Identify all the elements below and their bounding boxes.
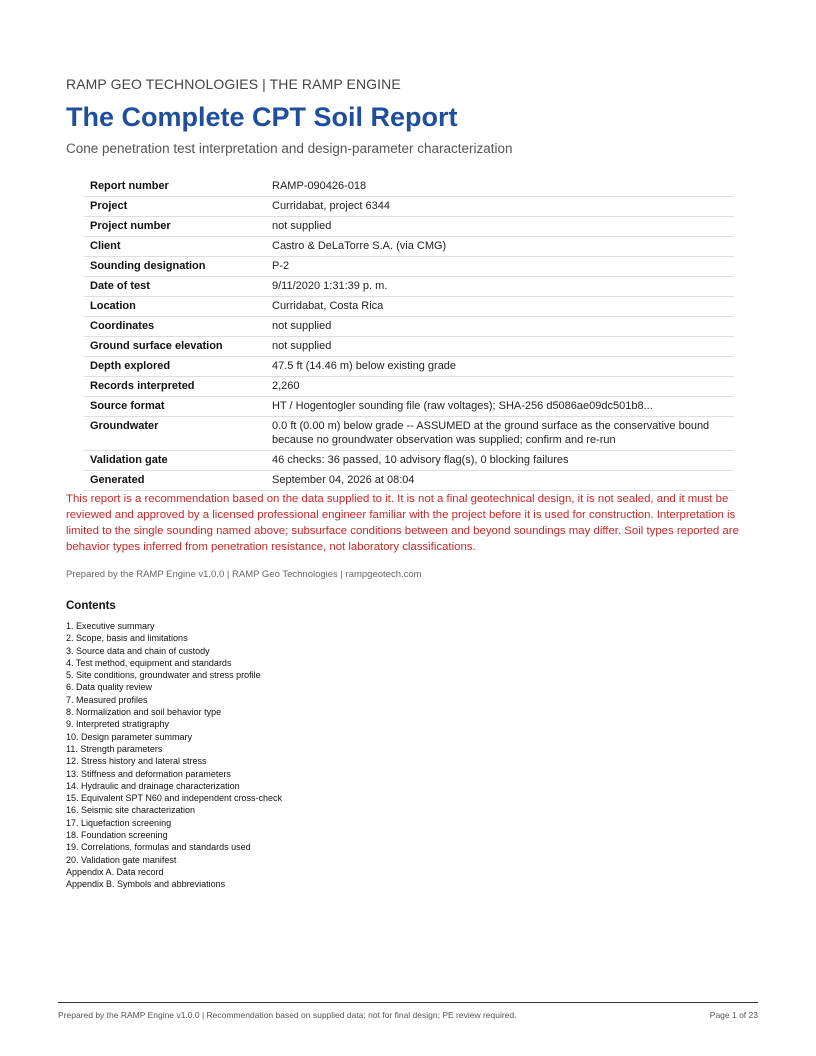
contents-item: 3. Source data and chain of custody <box>66 645 210 656</box>
contents-item: 15. Equivalent SPT N60 and independent cross-check <box>66 793 282 804</box>
contents-item: 18. Foundation screening <box>66 830 168 841</box>
metadata-value: Castro & DeLaTorre S.A. (via CMG) <box>266 237 734 257</box>
metadata-label: Location <box>84 297 266 317</box>
disclaimer-text: This report is a recommendation based on the data supplied to it. It is not a final geotechnical design, it is not sealed, and it must be reviewed and approved by a licensed professional engineer familiar with the project before it is used for construction. Interpretation is limited to the single sounding named above; subsurface conditions between and beyond soundings may differ. Soil types reported are behavior types inferred from penetration resistance, not laboratory classifications. <box>66 493 739 553</box>
contents-item: Appendix B. Symbols and abbreviations <box>66 879 226 890</box>
metadata-row <box>84 197 734 217</box>
metadata-row <box>84 297 734 317</box>
metadata-row <box>84 417 734 451</box>
contents-item: 12. Stress history and lateral stress <box>66 756 207 767</box>
metadata-value: 2,260 <box>266 377 734 397</box>
metadata-row <box>84 237 734 257</box>
contents-item: 13. Stiffness and deformation parameters <box>66 768 231 779</box>
table-of-contents <box>66 620 282 891</box>
contents-item: 14. Hydraulic and drainage characterization <box>66 780 240 791</box>
contents-item: 8. Normalization and soil behavior type <box>66 707 222 718</box>
metadata-label: Groundwater <box>84 417 266 451</box>
metadata-label: Records interpreted <box>84 377 266 397</box>
footer-divider <box>58 1002 758 1003</box>
metadata-value: September 04, 2026 at 08:04 <box>266 471 734 491</box>
metadata-row <box>84 357 734 377</box>
metadata-value: not supplied <box>266 337 734 357</box>
report-metadata-table <box>84 177 734 491</box>
contents-item: 4. Test method, equipment and standards <box>66 657 232 668</box>
metadata-value: 0.0 ft (0.00 m) below grade -- ASSUMED at the ground surface as the conservative bound because no groundwater observation was supplied; confirm and re-run <box>266 417 734 451</box>
metadata-value: 46 checks: 36 passed, 10 advisory flag(s), 0 blocking failures <box>266 451 734 471</box>
metadata-value: RAMP-090426-018 <box>266 177 734 197</box>
metadata-label: Coordinates <box>84 317 266 337</box>
metadata-row <box>84 397 734 417</box>
contents-item: 9. Interpreted stratigraphy <box>66 719 170 730</box>
metadata-label: Report number <box>84 177 266 197</box>
metadata-value: 47.5 ft (14.46 m) below existing grade <box>266 357 734 377</box>
report-title: The Complete CPT Soil Report <box>66 102 458 132</box>
metadata-row <box>84 277 734 297</box>
contents-item: 10. Design parameter summary <box>66 731 193 742</box>
contents-heading: Contents <box>66 600 116 612</box>
metadata-label: Sounding designation <box>84 257 266 277</box>
metadata-value: Curridabat, Costa Rica <box>266 297 734 317</box>
footer-note: Prepared by the RAMP Engine v1.0.0 | Recommendation based on supplied data; not for final design; PE review required. <box>58 1010 517 1020</box>
page-number: Page 1 of 23 <box>709 1010 758 1020</box>
metadata-label: Ground surface elevation <box>84 337 266 357</box>
metadata-value: not supplied <box>266 317 734 337</box>
report-subtitle: Cone penetration test interpretation and design-parameter characterization <box>66 141 513 156</box>
contents-item: 5. Site conditions, groundwater and stress profile <box>66 670 261 681</box>
metadata-label: Project number <box>84 217 266 237</box>
metadata-value: HT / Hogentogler sounding file (raw voltages); SHA-256 d5086ae09dc501b8... <box>266 397 734 417</box>
metadata-value: Curridabat, project 6344 <box>266 197 734 217</box>
contents-item: 7. Measured profiles <box>66 694 148 705</box>
metadata-row <box>84 257 734 277</box>
contents-item: 17. Liquefaction screening <box>66 817 172 828</box>
prepared-by-line: Prepared by the RAMP Engine v1.0.0 | RAMP Geo Technologies | rampgeotech.com <box>66 569 422 580</box>
contents-item: 11. Strength parameters <box>66 743 163 754</box>
contents-item: 2. Scope, basis and limitations <box>66 633 188 644</box>
contents-item: 6. Data quality review <box>66 682 153 693</box>
metadata-row <box>84 317 734 337</box>
metadata-value: not supplied <box>266 217 734 237</box>
metadata-row <box>84 337 734 357</box>
metadata-row <box>84 177 734 197</box>
metadata-label: Client <box>84 237 266 257</box>
contents-item: 20. Validation gate manifest <box>66 854 177 865</box>
contents-item: 19. Correlations, formulas and standards used <box>66 842 251 853</box>
metadata-row <box>84 451 734 471</box>
metadata-label: Depth explored <box>84 357 266 377</box>
brand-line: RAMP GEO TECHNOLOGIES | THE RAMP ENGINE <box>66 76 401 92</box>
contents-item: 1. Executive summary <box>66 621 155 631</box>
contents-item: Appendix A. Data record <box>66 866 164 877</box>
metadata-row <box>84 377 734 397</box>
metadata-label: Date of test <box>84 277 266 297</box>
metadata-label: Source format <box>84 397 266 417</box>
metadata-value: P-2 <box>266 257 734 277</box>
metadata-row <box>84 217 734 237</box>
metadata-row <box>84 471 734 491</box>
metadata-label: Project <box>84 197 266 217</box>
metadata-label: Generated <box>84 471 266 491</box>
metadata-value: 9/11/2020 1:31:39 p. m. <box>266 277 734 297</box>
metadata-label: Validation gate <box>84 451 266 471</box>
contents-item: 16. Seismic site characterization <box>66 805 196 816</box>
